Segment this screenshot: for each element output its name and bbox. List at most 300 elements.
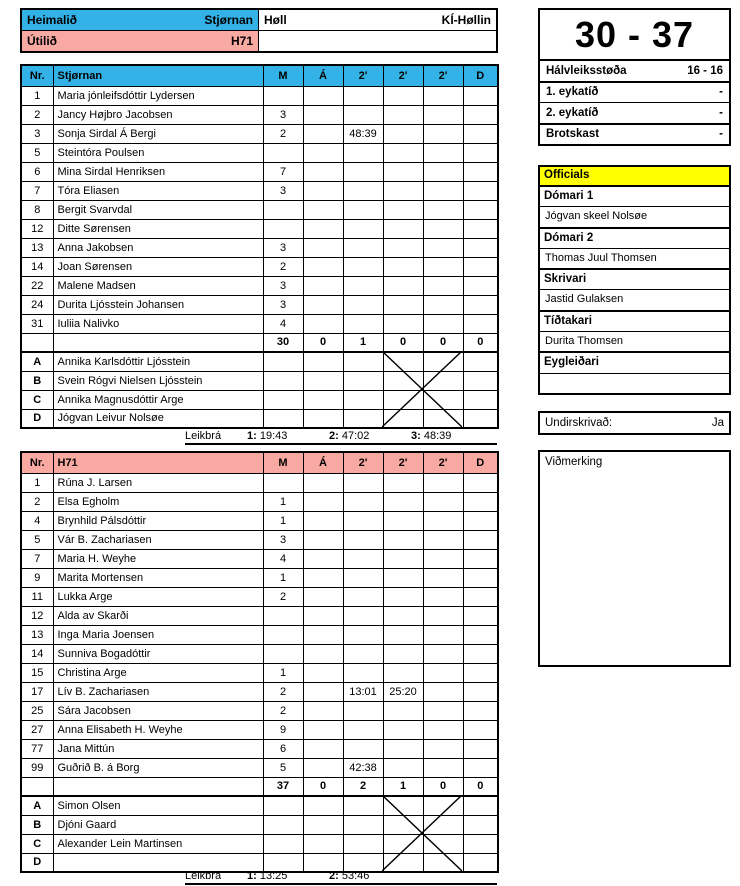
- suspension-3-cell: [423, 352, 463, 371]
- player-number: 13: [21, 238, 53, 257]
- suspension-1-cell: [343, 181, 383, 200]
- signature-value: Ja: [711, 417, 724, 429]
- suspension-2-cell: [383, 758, 423, 777]
- goals-cell: 1: [263, 568, 303, 587]
- suspension-1-cell: [343, 549, 383, 568]
- suspension-2-cell: [383, 720, 423, 739]
- disqualification-cell: [463, 511, 498, 530]
- goals-cell: 4: [263, 314, 303, 333]
- player-name: Inga Maria Joensen: [53, 625, 263, 644]
- player-name: Alda av Skarði: [53, 606, 263, 625]
- score-detail-row: [540, 83, 729, 104]
- total-disqualification-cell: 0: [463, 333, 498, 352]
- suspension-3-cell: [423, 314, 463, 333]
- suspension-2-cell: [383, 314, 423, 333]
- disqualification-cell: [463, 390, 498, 409]
- disqualification-cell: [463, 834, 498, 853]
- warning-cell: [303, 682, 343, 701]
- player-name: Maria H. Weyhe: [53, 549, 263, 568]
- suspension-3-cell: [423, 625, 463, 644]
- player-number: 22: [21, 276, 53, 295]
- suspension-1-cell: [343, 162, 383, 181]
- suspension-2-cell: [383, 625, 423, 644]
- away-team-name: H71: [230, 33, 253, 48]
- disqualification-cell: [463, 409, 498, 428]
- player-number: 9: [21, 568, 53, 587]
- disqualification-cell: [463, 663, 498, 682]
- goals-cell: 1: [263, 492, 303, 511]
- stat-column-header: 2': [383, 452, 423, 473]
- total-suspension-1-cell: 1: [343, 333, 383, 352]
- player-row: [21, 86, 498, 105]
- goals-cell: 2: [263, 587, 303, 606]
- suspension-2-cell: [383, 701, 423, 720]
- leikbra-entry-time: 19:43: [256, 430, 288, 442]
- disqualification-cell: [463, 644, 498, 663]
- player-number: 3: [21, 124, 53, 143]
- goals-cell: 1: [263, 511, 303, 530]
- suspension-1-cell: [343, 492, 383, 511]
- signature-label: Undirskrivað:: [545, 417, 613, 429]
- player-row: [21, 276, 498, 295]
- disqualification-cell: [463, 105, 498, 124]
- player-row: [21, 549, 498, 568]
- leikbra-entry-number: 1:: [247, 430, 257, 442]
- total-suspension-2-cell: 0: [383, 333, 423, 352]
- disqualification-cell: [463, 181, 498, 200]
- suspension-3-cell: [423, 295, 463, 314]
- player-number: 27: [21, 720, 53, 739]
- disqualification-cell: [463, 701, 498, 720]
- suspension-1-cell: [343, 587, 383, 606]
- suspension-1-cell: 48:39: [343, 124, 383, 143]
- suspension-1-cell: [343, 409, 383, 428]
- stat-column-header: 2': [423, 452, 463, 473]
- official-person-name: Jógvan skeel Nolsøe: [540, 206, 729, 226]
- player-row: [21, 568, 498, 587]
- suspension-1-cell: [343, 739, 383, 758]
- player-name: Maria jónleifsdóttir Lydersen: [53, 86, 263, 105]
- suspension-3-cell: [423, 276, 463, 295]
- number-column-header: Nr.: [21, 65, 53, 86]
- score-detail-label: 2. eykatíð: [546, 106, 599, 119]
- warning-cell: [303, 644, 343, 663]
- suspension-3-cell: [423, 644, 463, 663]
- player-row: [21, 758, 498, 777]
- warning-cell: [303, 796, 343, 815]
- player-number: 15: [21, 663, 53, 682]
- player-number: 7: [21, 549, 53, 568]
- team-name-header: H71: [53, 452, 263, 473]
- player-row: [21, 200, 498, 219]
- disqualification-cell: [463, 257, 498, 276]
- goals-cell: [263, 143, 303, 162]
- away-team-cell: [22, 31, 259, 52]
- goals-cell: 3: [263, 530, 303, 549]
- warning-cell: [303, 549, 343, 568]
- official-role-label: Tíðtakari: [540, 310, 729, 331]
- player-name: Iuliia Nalivko: [53, 314, 263, 333]
- leikbra-entry: [247, 870, 329, 882]
- suspension-2-cell: [383, 492, 423, 511]
- player-name: Jana Mittún: [53, 739, 263, 758]
- suspension-3-cell: [423, 606, 463, 625]
- disqualification-cell: [463, 238, 498, 257]
- player-name: Sonja Sirdal Á Bergi: [53, 124, 263, 143]
- suspension-2-cell: [383, 257, 423, 276]
- warning-cell: [303, 276, 343, 295]
- suspension-3-cell: [423, 796, 463, 815]
- player-name: Vár B. Zachariasen: [53, 530, 263, 549]
- player-number: 24: [21, 295, 53, 314]
- player-row: [21, 644, 498, 663]
- suspension-3-cell: [423, 530, 463, 549]
- player-row: [21, 105, 498, 124]
- stat-column-header: Á: [303, 452, 343, 473]
- suspension-1-cell: [343, 720, 383, 739]
- player-name: Ditte Sørensen: [53, 219, 263, 238]
- player-number: 99: [21, 758, 53, 777]
- disqualification-cell: [463, 758, 498, 777]
- official-role-label: Dómari 2: [540, 227, 729, 248]
- goals-cell: 9: [263, 720, 303, 739]
- stat-column-header: M: [263, 452, 303, 473]
- goals-cell: [263, 625, 303, 644]
- disqualification-cell: [463, 682, 498, 701]
- disqualification-cell: [463, 219, 498, 238]
- suspension-1-cell: [343, 143, 383, 162]
- disqualification-cell: [463, 352, 498, 371]
- roster-table: [20, 64, 499, 429]
- suspension-3-cell: [423, 815, 463, 834]
- suspension-1-cell: [343, 352, 383, 371]
- suspension-3-cell: [423, 86, 463, 105]
- disqualification-cell: [463, 796, 498, 815]
- suspension-2-cell: [383, 587, 423, 606]
- suspension-2-cell: [383, 739, 423, 758]
- player-name: Jancy Højbro Jacobsen: [53, 105, 263, 124]
- suspension-1-cell: [343, 276, 383, 295]
- player-name: Elsa Egholm: [53, 492, 263, 511]
- leikbra-entry: [329, 870, 411, 882]
- warning-cell: [303, 834, 343, 853]
- goals-cell: [263, 606, 303, 625]
- suspension-3-cell: [423, 409, 463, 428]
- goals-cell: 3: [263, 181, 303, 200]
- goals-cell: [263, 200, 303, 219]
- disqualification-cell: [463, 473, 498, 492]
- warning-cell: [303, 587, 343, 606]
- player-number: 17: [21, 682, 53, 701]
- official-name: Alexander Lein Martinsen: [53, 834, 263, 853]
- home-team-label: Heimalið: [27, 12, 78, 27]
- player-number: 8: [21, 200, 53, 219]
- suspension-2-cell: 25:20: [383, 682, 423, 701]
- suspension-1-cell: [343, 105, 383, 124]
- disqualification-cell: [463, 815, 498, 834]
- player-number: 13: [21, 625, 53, 644]
- disqualification-cell: [463, 295, 498, 314]
- player-name: Marita Mortensen: [53, 568, 263, 587]
- suspension-3-cell: [423, 682, 463, 701]
- disqualification-cell: [463, 143, 498, 162]
- official-role-label: Dómari 1: [540, 185, 729, 206]
- player-row: [21, 720, 498, 739]
- goals-cell: 3: [263, 238, 303, 257]
- warning-cell: [303, 200, 343, 219]
- player-number: 14: [21, 644, 53, 663]
- suspension-2-cell: [383, 644, 423, 663]
- suspension-1-cell: [343, 511, 383, 530]
- score-detail-label: Hálvleiksstøða: [546, 64, 627, 77]
- goals-cell: 2: [263, 701, 303, 720]
- team-official-row: [21, 815, 498, 834]
- player-row: [21, 511, 498, 530]
- official-person-name: Durita Thomsen: [540, 331, 729, 351]
- disqualification-cell: [463, 371, 498, 390]
- leikbra-entry: [247, 430, 329, 442]
- score-detail-rows: [540, 61, 729, 144]
- home-team-name: Stjørnan: [204, 12, 253, 27]
- suspension-3-cell: [423, 511, 463, 530]
- player-row: [21, 295, 498, 314]
- leikbra-entry-time: 13:25: [256, 870, 288, 882]
- goals-cell: 2: [263, 257, 303, 276]
- leikbra-entry-time: 53:46: [338, 870, 370, 882]
- player-row: [21, 587, 498, 606]
- suspension-2-cell: [383, 143, 423, 162]
- player-row: [21, 162, 498, 181]
- total-goals-cell: 30: [263, 333, 303, 352]
- warning-cell: [303, 390, 343, 409]
- suspension-1-cell: [343, 219, 383, 238]
- goals-cell: 7: [263, 162, 303, 181]
- official-role-label: Eygleiðari: [540, 351, 729, 372]
- warning-cell: [303, 739, 343, 758]
- player-name: Christina Arge: [53, 663, 263, 682]
- suspension-3-cell: [423, 143, 463, 162]
- official-name: Annika Magnusdóttir Arge: [53, 390, 263, 409]
- roster-header-row: [21, 452, 498, 473]
- suspension-3-cell: [423, 124, 463, 143]
- goals-cell: [263, 86, 303, 105]
- official-name: Svein Rógvi Nielsen Ljósstein: [53, 371, 263, 390]
- warning-cell: [303, 568, 343, 587]
- suspension-3-cell: [423, 758, 463, 777]
- team-official-row: [21, 352, 498, 371]
- suspension-3-cell: [423, 238, 463, 257]
- hall-cell: [259, 10, 496, 31]
- suspension-2-cell: [383, 352, 423, 371]
- player-row: [21, 257, 498, 276]
- score-detail-label: 1. eykatíð: [546, 86, 599, 99]
- warning-cell: [303, 606, 343, 625]
- suspension-2-cell: [383, 162, 423, 181]
- goals-cell: 1: [263, 663, 303, 682]
- warning-cell: [303, 530, 343, 549]
- player-number: 7: [21, 181, 53, 200]
- goals-cell: 2: [263, 682, 303, 701]
- empty-header-cell: [259, 31, 496, 52]
- player-number: 11: [21, 587, 53, 606]
- player-name: Anna Elisabeth H. Weyhe: [53, 720, 263, 739]
- suspension-1-cell: [343, 371, 383, 390]
- leikbra-line: [185, 870, 497, 885]
- warning-cell: [303, 409, 343, 428]
- disqualification-cell: [463, 276, 498, 295]
- stat-column-header: 2': [343, 452, 383, 473]
- suspension-3-cell: [423, 181, 463, 200]
- warning-cell: [303, 815, 343, 834]
- player-row: [21, 625, 498, 644]
- official-person-name: Thomas Juul Thomsen: [540, 248, 729, 268]
- disqualification-cell: [463, 492, 498, 511]
- suspension-1-cell: [343, 257, 383, 276]
- roster-header-row: [21, 65, 498, 86]
- suspension-2-cell: [383, 219, 423, 238]
- player-row: [21, 314, 498, 333]
- suspension-1-cell: [343, 625, 383, 644]
- player-number: 12: [21, 606, 53, 625]
- player-number: 14: [21, 257, 53, 276]
- goals-cell: [263, 473, 303, 492]
- official-role-label: Skrivari: [540, 268, 729, 289]
- suspension-2-cell: [383, 181, 423, 200]
- suspension-1-cell: [343, 473, 383, 492]
- player-number: 4: [21, 511, 53, 530]
- suspension-2-cell: [383, 371, 423, 390]
- player-name: Malene Madsen: [53, 276, 263, 295]
- suspension-2-cell: [383, 834, 423, 853]
- player-name: Tóra Eliasen: [53, 181, 263, 200]
- player-row: [21, 701, 498, 720]
- number-column-header: Nr.: [21, 452, 53, 473]
- player-number: 12: [21, 219, 53, 238]
- hall-name: KÍ-Høllin: [441, 12, 491, 27]
- leikbra-entry: [329, 430, 411, 442]
- player-row: [21, 606, 498, 625]
- score-detail-row: [540, 125, 729, 145]
- score-detail-row: [540, 103, 729, 125]
- goals-cell: [263, 409, 303, 428]
- team-official-row: [21, 409, 498, 428]
- warning-cell: [303, 625, 343, 644]
- warning-cell: [303, 758, 343, 777]
- disqualification-cell: [463, 124, 498, 143]
- leikbra-entry: [411, 430, 493, 442]
- suspension-1-cell: [343, 663, 383, 682]
- suspension-2-cell: [383, 105, 423, 124]
- suspension-3-cell: [423, 162, 463, 181]
- suspension-1-cell: [343, 644, 383, 663]
- official-letter: B: [21, 371, 53, 390]
- match-header: [20, 8, 498, 53]
- player-number: 2: [21, 105, 53, 124]
- leikbra-entry-time: 47:02: [338, 430, 370, 442]
- stat-column-header: Á: [303, 65, 343, 86]
- total-disqualification-cell: 0: [463, 777, 498, 796]
- leikbra-label: Leikbrá: [185, 870, 222, 882]
- player-row: [21, 124, 498, 143]
- suspension-2-cell: [383, 124, 423, 143]
- final-score: 30 - 37: [540, 10, 729, 61]
- official-letter: B: [21, 815, 53, 834]
- disqualification-cell: [463, 549, 498, 568]
- suspension-1-cell: [343, 701, 383, 720]
- official-letter: D: [21, 409, 53, 428]
- official-letter: A: [21, 352, 53, 371]
- suspension-2-cell: [383, 606, 423, 625]
- suspension-1-cell: [343, 390, 383, 409]
- suspension-3-cell: [423, 701, 463, 720]
- suspension-1-cell: [343, 606, 383, 625]
- leikbra-line: [185, 430, 497, 445]
- goals-cell: 2: [263, 124, 303, 143]
- disqualification-cell: [463, 606, 498, 625]
- stat-column-header: 2': [383, 65, 423, 86]
- warning-cell: [303, 473, 343, 492]
- official-name: Djóni Gaard: [53, 815, 263, 834]
- official-person-name: [540, 373, 729, 393]
- suspension-2-cell: [383, 511, 423, 530]
- goals-cell: 4: [263, 549, 303, 568]
- total-suspension-3-cell: 0: [423, 333, 463, 352]
- warning-cell: [303, 124, 343, 143]
- warning-cell: [303, 720, 343, 739]
- stat-column-header: M: [263, 65, 303, 86]
- warning-cell: [303, 143, 343, 162]
- suspension-1-cell: [343, 530, 383, 549]
- totals-empty-cell: [21, 777, 53, 796]
- player-number: 25: [21, 701, 53, 720]
- player-row: [21, 739, 498, 758]
- suspension-1-cell: [343, 314, 383, 333]
- player-number: 5: [21, 143, 53, 162]
- suspension-1-cell: [343, 815, 383, 834]
- official-person-name: Jastid Gulaksen: [540, 289, 729, 309]
- totals-row: [21, 333, 498, 352]
- goals-cell: 3: [263, 295, 303, 314]
- goals-cell: 5: [263, 758, 303, 777]
- total-goals-cell: 37: [263, 777, 303, 796]
- suspension-3-cell: [423, 720, 463, 739]
- player-row: [21, 181, 498, 200]
- suspension-3-cell: [423, 105, 463, 124]
- stat-column-header: 2': [423, 65, 463, 86]
- warning-cell: [303, 257, 343, 276]
- away-team-label: Útilið: [27, 33, 57, 48]
- suspension-2-cell: [383, 530, 423, 549]
- player-row: [21, 663, 498, 682]
- disqualification-cell: [463, 587, 498, 606]
- player-row: [21, 492, 498, 511]
- totals-empty-cell: [53, 333, 263, 352]
- player-row: [21, 238, 498, 257]
- player-number: 31: [21, 314, 53, 333]
- player-number: 1: [21, 473, 53, 492]
- goals-cell: 6: [263, 739, 303, 758]
- total-suspension-1-cell: 2: [343, 777, 383, 796]
- suspension-3-cell: [423, 663, 463, 682]
- suspension-3-cell: [423, 587, 463, 606]
- suspension-2-cell: [383, 200, 423, 219]
- total-warning-cell: 0: [303, 777, 343, 796]
- disqualification-cell: [463, 200, 498, 219]
- player-name: Bergit Svarvdal: [53, 200, 263, 219]
- player-row: [21, 473, 498, 492]
- goals-cell: [263, 352, 303, 371]
- suspension-3-cell: [423, 834, 463, 853]
